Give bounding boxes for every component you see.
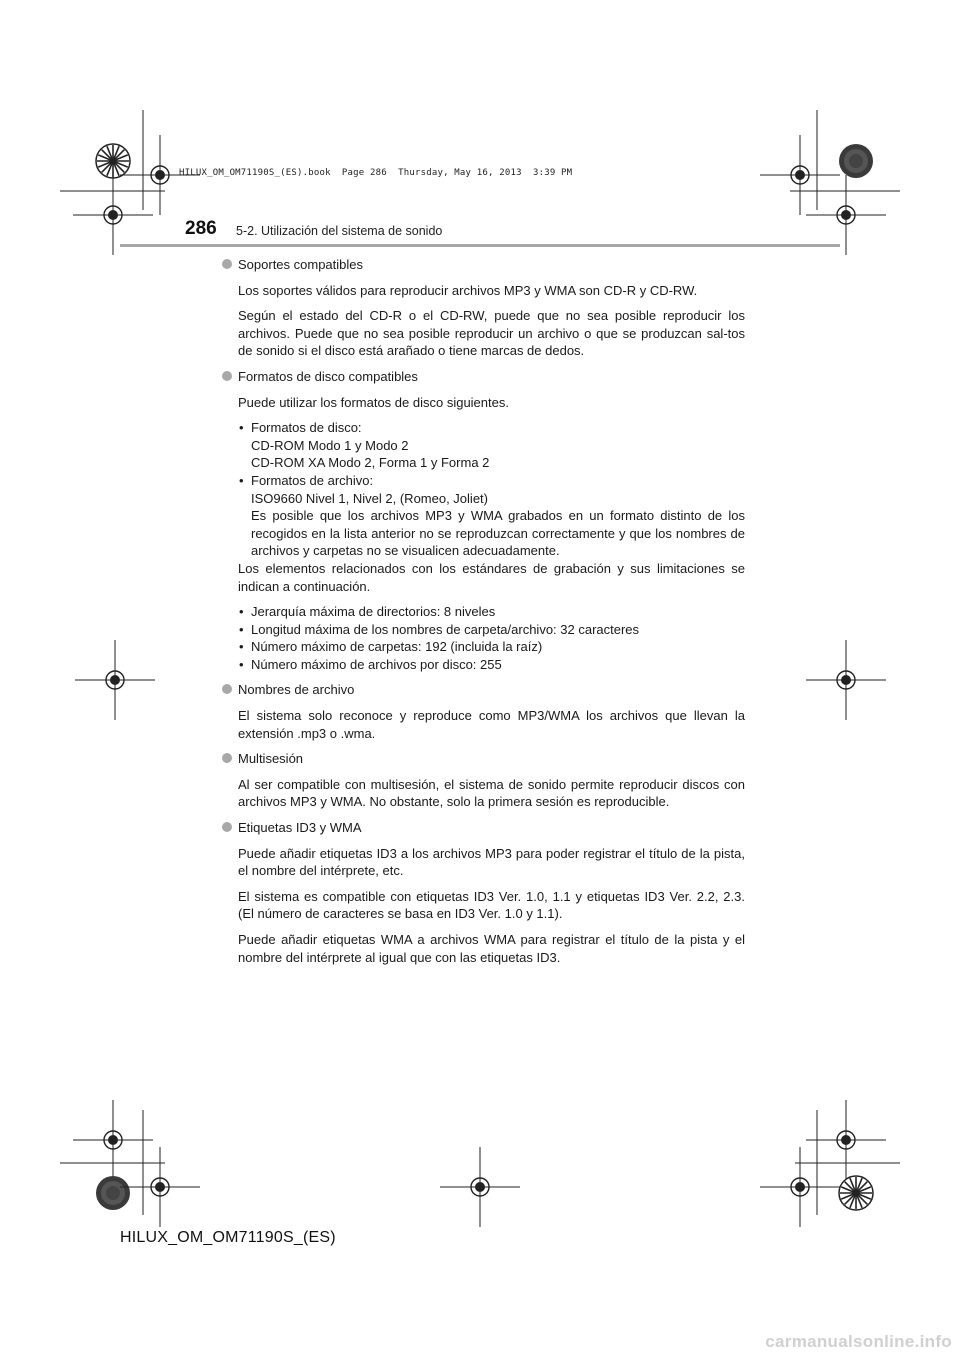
list-item: • Longitud máxima de los nombres de carpeta/archivo: 32 caracteres xyxy=(239,621,640,637)
paragraph: Al ser compatible con multisesión, el sistema de sonido permite reproducir discos con archivos MP3 y WMA. No obstante, solo la primera sesión es reproducible. xyxy=(238,776,745,810)
list-item: • Formatos de archivo: ISO9660 Nivel 1, Nivel 2, (Romeo, Joliet) Es posible que los archivos MP3 y WMA grabados en un formato distinto de los recogidos en la lista anterior no se reproduzcan correctamente y que los nombres de archivos y carpetas no se visualicen adecuadamente. xyxy=(239,472,745,559)
bullet-icon xyxy=(222,371,232,381)
bullet-icon xyxy=(222,822,232,832)
watermark: carmanualsonline.info xyxy=(765,1332,952,1351)
section-title: 5-2. Utilización del sistema de sonido xyxy=(236,224,443,238)
bullet-icon xyxy=(222,684,232,694)
paragraph: Según el estado del CD-R o el CD-RW, puede que no sea posible reproducir los archivos. Puede que no sea posible reproducir un archivo o que se produzcan sal-tos de sonido si el disco está arañado o tiene marcas de dedos. xyxy=(238,308,745,359)
paragraph: Los soportes válidos para reproducir archivos MP3 y WMA son CD-R y CD-RW. xyxy=(238,282,698,298)
bullet-icon xyxy=(222,753,232,763)
paragraph: Puede utilizar los formatos de disco siguientes. xyxy=(238,394,509,410)
paragraph: El sistema es compatible con etiquetas ID3 Ver. 1.0, 1.1 y etiquetas ID3 Ver. 2.2, 2.3. (El número de caracteres se basa en ID3 Ver. 1.0 y 1.1). xyxy=(238,888,745,922)
page-number: 286 xyxy=(185,218,217,239)
list-item: • Número máximo de carpetas: 192 (incluida la raíz) xyxy=(239,639,543,655)
list-item: • Jerarquía máxima de directorios: 8 niveles xyxy=(239,604,496,620)
heading-formats: Formatos de disco compatibles xyxy=(222,368,745,386)
limits-list xyxy=(222,603,745,673)
page-content xyxy=(222,256,745,974)
book-info-line: HILUX_OM_OM71190S_(ES).book Page 286 Thursday, May 16, 2013 3:39 PM xyxy=(179,168,573,178)
heading-media: Soportes compatibles xyxy=(222,256,745,274)
list-item: • Formatos de disco: CD-ROM Modo 1 y Modo 2 CD-ROM XA Modo 2, Forma 1 y Forma 2 xyxy=(239,420,490,471)
header-rule xyxy=(120,244,840,247)
footer-document-id: HILUX_OM_OM71190S_(ES) xyxy=(120,1229,336,1246)
format-list xyxy=(222,419,745,560)
paragraph: Puede añadir etiquetas ID3 a los archivos MP3 para poder registrar el título de la pista, el nombre del intérprete, etc. xyxy=(238,845,745,879)
heading-tags: Etiquetas ID3 y WMA xyxy=(222,819,745,837)
heading-filenames: Nombres de archivo xyxy=(222,681,745,699)
paragraph: Los elementos relacionados con los estándares de grabación y sus limitaciones se indican a continuación. xyxy=(238,560,745,594)
heading-multisession: Multisesión xyxy=(222,750,745,768)
paragraph: El sistema solo reconoce y reproduce como MP3/WMA los archivos que llevan la extensión .mp3 o .wma. xyxy=(238,708,745,741)
paragraph: Puede añadir etiquetas WMA a archivos WMA para registrar el título de la pista y el nombre del intérprete al igual que con las etiquetas ID3. xyxy=(238,932,745,965)
bullet-icon xyxy=(222,259,232,269)
list-item: • Número máximo de archivos por disco: 255 xyxy=(239,656,502,672)
